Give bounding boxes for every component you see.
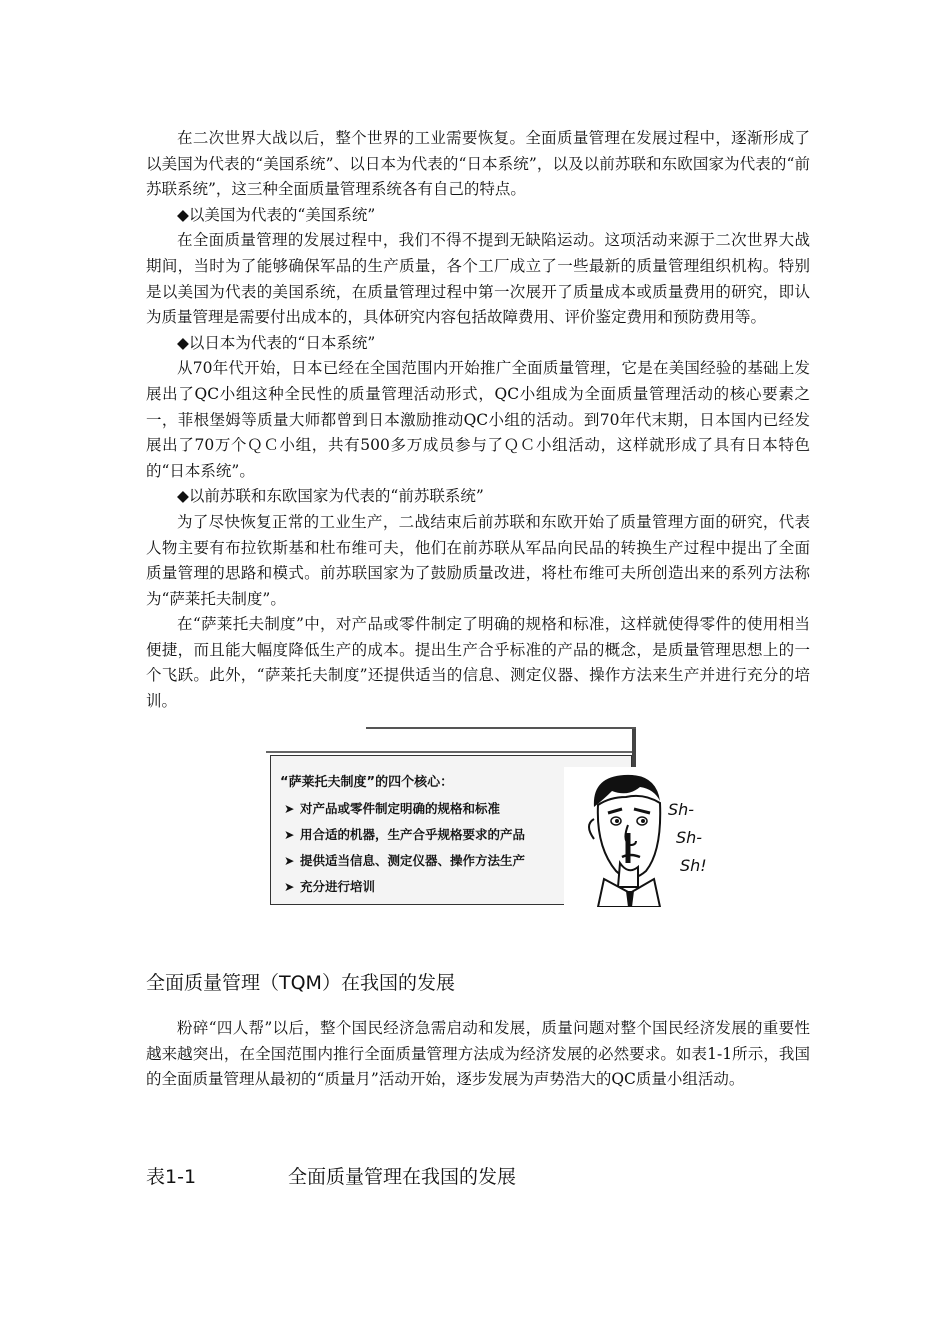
- figure-border-top: [366, 727, 636, 729]
- paragraph-china: 粉碎“四人帮”以后，整个国民经济急需启动和发展，质量问题对整个国民经济发展的重要性越来越突出，在全国范围内推行全面质量管理方法成为经济发展的必然要求。如表1-1所示，我国的全面质量管理从最初的“质量月”活动开始，逐步发展为声势浩大的QC质量小组活动。: [146, 1019, 810, 1089]
- bullet-heading-japan: ◆以日本为代表的“日本系统”: [177, 333, 376, 352]
- figure-border-line: [266, 751, 636, 753]
- paragraph-saratov: 在“萨莱托夫制度”中，对产品或零件制定了明确的规格和标准，这样就使得零件的使用相当便捷，而且能大幅度降低生产的成本。提出生产合乎标准的产品的概念，是质量管理思想上的一个飞跃。此外，“萨莱托夫制度”还提供适当的信息、测定仪器、操作方法来生产并进行充分的培训。: [146, 615, 810, 711]
- bullet-heading-ussr: ◆以前苏联和东欧国家为代表的“前苏联系统”: [177, 487, 484, 506]
- figure-list-item: ➤ 对产品或零件制定明确的规格和标准: [284, 801, 501, 816]
- paragraph-japan: 从70年代开始，日本已经在全国范围内开始推广全面质量管理，它是在美国经验的基础上发展出了QC小组这种全民性的质量管理活动形式，QC小组成为全面质量管理活动的核心要素之一，菲根堡姆等质量大师都曾到日本激励推动QC小组的活动。到70年代末期，日本国内已经发展出了70万个ＱＣ小组，共有500多万成员参与了ＱＣ小组活动，这样就形成了具有日本特色的“日本系统”。: [146, 359, 810, 480]
- speech-text-1: Sh-: [668, 800, 695, 819]
- figure-list-item: ➤ 用合适的机器，生产合乎规格要求的产品: [284, 827, 526, 842]
- intro-text-block: [146, 126, 810, 715]
- shushing-man-illustration: [564, 767, 724, 907]
- section-title: 全面质量管理（TQM）在我国的发展: [146, 972, 455, 994]
- figure-title: “萨莱托夫制度”的四个核心：: [280, 775, 454, 790]
- paragraph-ussr: 为了尽快恢复正常的工业生产，二战结束后前苏联和东欧开始了质量管理方面的研究，代表人物主要有布拉钦斯基和杜布维可夫，他们在前苏联从军品向民品的转换生产过程中提出了全面质量管理的思路和模式。前苏联国家为了鼓励质量改进，将杜布维可夫所创造出来的系列方法称为“萨莱托夫制度”。: [146, 512, 810, 608]
- arrow-icon: ➤: [284, 801, 295, 816]
- arrow-icon: ➤: [284, 879, 295, 894]
- figure-list: [284, 799, 566, 903]
- paragraph-usa: 在全面质量管理的发展过程中，我们不得不提到无缺陷运动。这项活动来源于二次世界大战期间，当时为了能够确保军品的生产质量，各个工厂成立了一些最新的质量管理组织机构。特别是以美国为代表的美国系统，在质量管理过程中第一次展开了质量成本或质量费用的研究，即认为质量管理是需要付出成本的，具体研究内容包括故障费用、评价鉴定费用和预防费用等。: [146, 231, 810, 327]
- section-text-block: [146, 1016, 810, 1093]
- figure-list-item: ➤ 充分进行培训: [284, 879, 376, 894]
- paragraph-intro: 在二次世界大战以后，整个世界的工业需要恢复。全面质量管理在发展过程中，逐渐形成了以美国为代表的“美国系统”、以日本为代表的“日本系统”，以及以前苏联和东欧国家为代表的“前苏联系统”，这三种全面质量管理系统各有自己的特点。: [146, 129, 810, 199]
- figure-list-item: ➤ 提供适当信息、测定仪器、操作方法生产: [284, 853, 526, 868]
- speech-text-3: Sh!: [680, 856, 707, 875]
- saratov-figure: [266, 727, 726, 909]
- arrow-icon: ➤: [284, 827, 295, 842]
- table-caption: [146, 1162, 516, 1189]
- bullet-heading-usa: ◆以美国为代表的“美国系统”: [177, 205, 376, 224]
- arrow-icon: ➤: [284, 853, 295, 868]
- table-title: 全面质量管理在我国的发展: [288, 1166, 517, 1188]
- table-number: 表1-1: [146, 1166, 197, 1188]
- speech-text-2: Sh-: [676, 828, 703, 847]
